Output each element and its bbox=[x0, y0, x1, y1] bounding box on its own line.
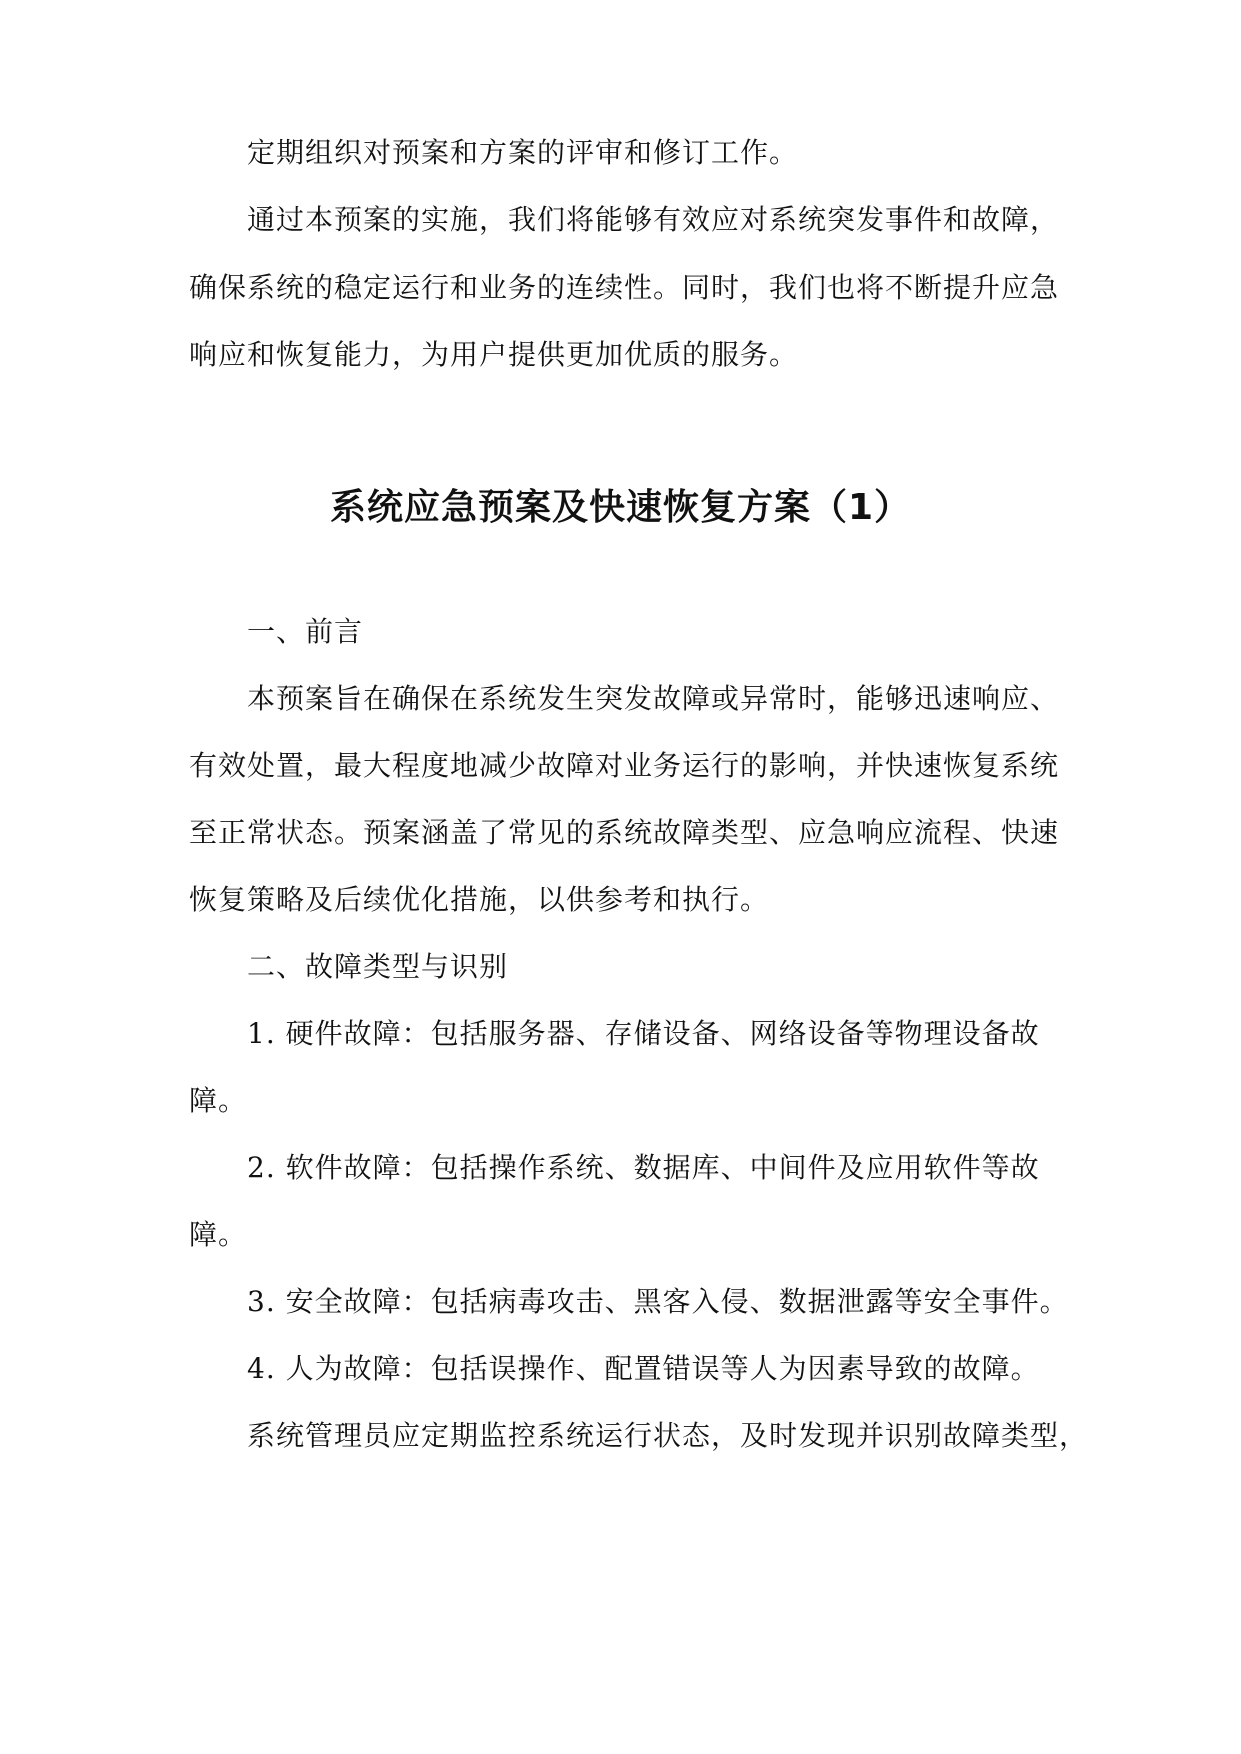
paragraph-line: 有效处置，最大程度地减少故障对业务运行的影响，并快速恢复系统 bbox=[189, 749, 1060, 782]
paragraph-line: 至正常状态。预案涵盖了常见的系统故障类型、应急响应流程、快速 bbox=[189, 816, 1060, 849]
paragraph-line: 通过本预案的实施，我们将能够有效应对系统突发事件和故障， bbox=[247, 203, 1060, 236]
paragraph-line: 本预案旨在确保在系统发生突发故障或异常时，能够迅速响应、 bbox=[247, 682, 1060, 715]
document-title: 系统应急预案及快速恢复方案（1） bbox=[329, 487, 912, 528]
paragraph-line: 恢复策略及后续优化措施，以供参考和执行。 bbox=[189, 883, 770, 916]
list-item: 4. 人为故障：包括误操作、配置错误等人为因素导致的故障。 bbox=[247, 1352, 1040, 1385]
paragraph-line: 响应和恢复能力，为用户提供更加优质的服务。 bbox=[189, 338, 799, 371]
list-item-continuation: 障。 bbox=[189, 1218, 248, 1251]
list-item: 1. 硬件故障：包括服务器、存储设备、网络设备等物理设备故 bbox=[247, 1017, 1040, 1050]
section-heading: 一、前言 bbox=[247, 615, 364, 648]
list-item-continuation: 障。 bbox=[189, 1084, 248, 1117]
paragraph-line: 系统管理员应定期监控系统运行状态，及时发现并识别故障类型， bbox=[247, 1419, 1089, 1452]
section-heading: 二、故障类型与识别 bbox=[247, 950, 509, 983]
paragraph-line: 定期组织对预案和方案的评审和修订工作。 bbox=[247, 136, 799, 169]
paragraph-line: 确保系统的稳定运行和业务的连续性。同时，我们也将不断提升应急 bbox=[189, 271, 1060, 304]
list-item: 3. 安全故障：包括病毒攻击、黑客入侵、数据泄露等安全事件。 bbox=[247, 1285, 1069, 1318]
list-item: 2. 软件故障：包括操作系统、数据库、中间件及应用软件等故 bbox=[247, 1151, 1040, 1184]
